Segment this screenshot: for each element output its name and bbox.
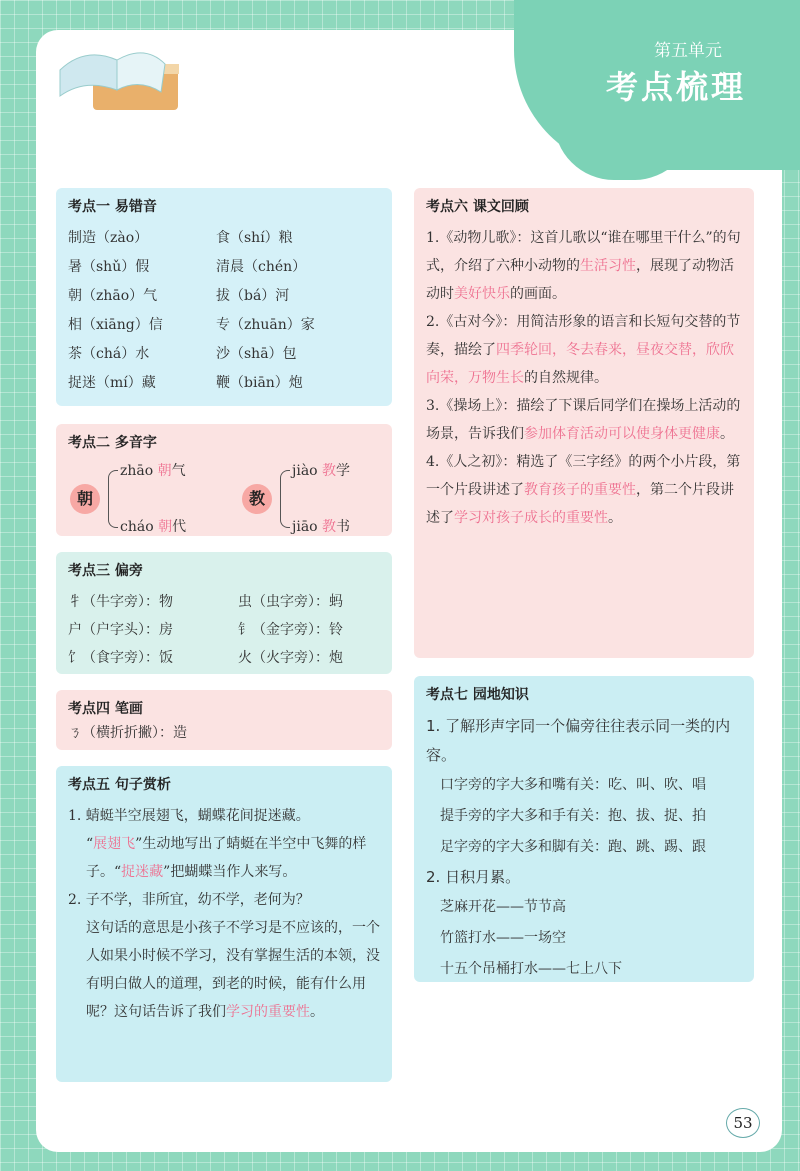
sentence-2: 2. 子不学，非所宜，幼不学，老何为？	[68, 892, 310, 908]
sentence-2-analysis: 这句话的意思是小孩子不学习是不应该的，一个人如果小时候不学习，没有掌握生活的本领，没有明白做人的道理，到老的时候，能有什么用呢？这句话告诉了我们学习的重要性。	[86, 920, 380, 1020]
pinyin-item: 专（zhuān）家	[216, 317, 315, 333]
pinyin-item: 食（shí）粮	[216, 230, 293, 246]
knowledge-sub: 竹篮打水——一场空	[440, 930, 566, 946]
radical-item: 户（户字头）：房	[68, 622, 173, 638]
knowledge-sub: 口字旁的字大多和嘴有关：吃、叫、吹、唱	[440, 777, 706, 793]
brace	[280, 470, 290, 528]
review-item-4: 4.《人之初》：精选了《三字经》的两个小片段，第一个片段讲述了教育孩子的重要性，第二个片段讲述了学习对孩子成长的重要性。	[426, 454, 741, 526]
sentence-1: 1. 蜻蜓半空展翅飞，蝴蝶花间捉迷藏。	[68, 808, 310, 824]
pinyin-item: 捉迷（mí）藏	[68, 375, 156, 391]
section-title: 考点二 多音字	[68, 435, 157, 451]
section-k1	[56, 188, 392, 406]
pinyin-item: 鞭（biān）炮	[216, 375, 303, 391]
section-k2	[56, 424, 392, 536]
review-item-3: 3.《操场上》：描绘了下课后同学们在操场上活动的场景，告诉我们参加体育活动可以使身体更健康。	[426, 398, 741, 442]
unit-label: 第五单元	[654, 41, 722, 61]
page-title: 考点梳理	[605, 68, 746, 106]
section-title: 考点五 句子赏析	[68, 777, 171, 793]
knowledge-item-1: 1. 了解形声字同一个偏旁往往表示同一类的内容。	[426, 717, 731, 764]
polyphone-block	[68, 460, 380, 550]
polyphone-reading: jiào 教学	[292, 463, 351, 479]
polyphone-char: 教	[242, 484, 272, 514]
pinyin-item: 制造（zào）	[68, 230, 149, 246]
book-icon	[55, 38, 185, 113]
polyphone-reading: jiāo 教书	[292, 519, 351, 535]
radical-item: 牜（牛字旁）：物	[68, 594, 173, 610]
pinyin-item: 清晨（chén）	[216, 259, 307, 275]
pinyin-item: 沙（shā）包	[216, 346, 297, 362]
polyphone-char: 朝	[70, 484, 100, 514]
section-title: 考点三 偏旁	[68, 563, 143, 579]
section-title: 考点六 课文回顾	[426, 199, 529, 215]
section-k6	[414, 188, 754, 658]
knowledge-sub: 芝麻开花——节节高	[440, 899, 566, 915]
section-k5	[56, 766, 392, 1082]
section-k3	[56, 552, 392, 674]
sentence-1-analysis: “展翅飞”生动地写出了蜻蜓在半空中飞舞的样子。“捉迷藏”把蝴蝶当作人来写。	[86, 836, 367, 880]
section-title: 考点一 易错音	[68, 199, 157, 215]
pinyin-item: 拔（bá）河	[216, 288, 290, 304]
pinyin-item: 朝（zhāo）气	[68, 288, 158, 304]
knowledge-sub: 足字旁的字大多和脚有关：跑、跳、踢、跟	[440, 839, 706, 855]
stroke-item: ㄋ（横折折撇）：造	[68, 725, 187, 741]
radical-item: 钅（金字旁）：铃	[238, 622, 343, 638]
radical-item: 虫（虫字旁）：蚂	[238, 594, 343, 610]
page-number: 53	[726, 1108, 760, 1138]
knowledge-item-2: 2. 日积月累。	[426, 868, 521, 886]
polyphone-reading: zhāo 朝气	[120, 463, 186, 479]
knowledge-sub: 十五个吊桶打水——七上八下	[440, 961, 622, 977]
brace	[108, 470, 118, 528]
review-item-2: 2.《古对今》：用简洁形象的语言和长短句交替的节奏，描绘了四季轮回，冬去春来，昼夜交替，欣欣向荣，万物生长的自然规律。	[426, 314, 741, 386]
radical-list	[68, 588, 380, 672]
pinyin-item: 相（xiāng）信	[68, 317, 163, 333]
polyphone-reading: cháo 朝代	[120, 519, 187, 535]
radical-item: 火（火字旁）：炮	[238, 650, 343, 666]
radical-item: 饣（食字旁）：饭	[68, 650, 173, 666]
pinyin-list	[68, 224, 380, 398]
review-item-1: 1.《动物儿歌》：这首儿歌以“谁在哪里干什么”的句式，介绍了六种小动物的生活习性，展现了动物活动时美好快乐的画面。	[426, 230, 741, 302]
section-k7	[414, 676, 754, 982]
pinyin-item: 茶（chá）水	[68, 346, 150, 362]
pinyin-item: 暑（shǔ）假	[68, 259, 150, 275]
section-title: 考点四 笔画	[68, 701, 143, 717]
section-k4	[56, 690, 392, 750]
section-title: 考点七 园地知识	[426, 687, 529, 703]
knowledge-sub: 提手旁的字大多和手有关：抱、拔、捉、拍	[440, 808, 706, 824]
